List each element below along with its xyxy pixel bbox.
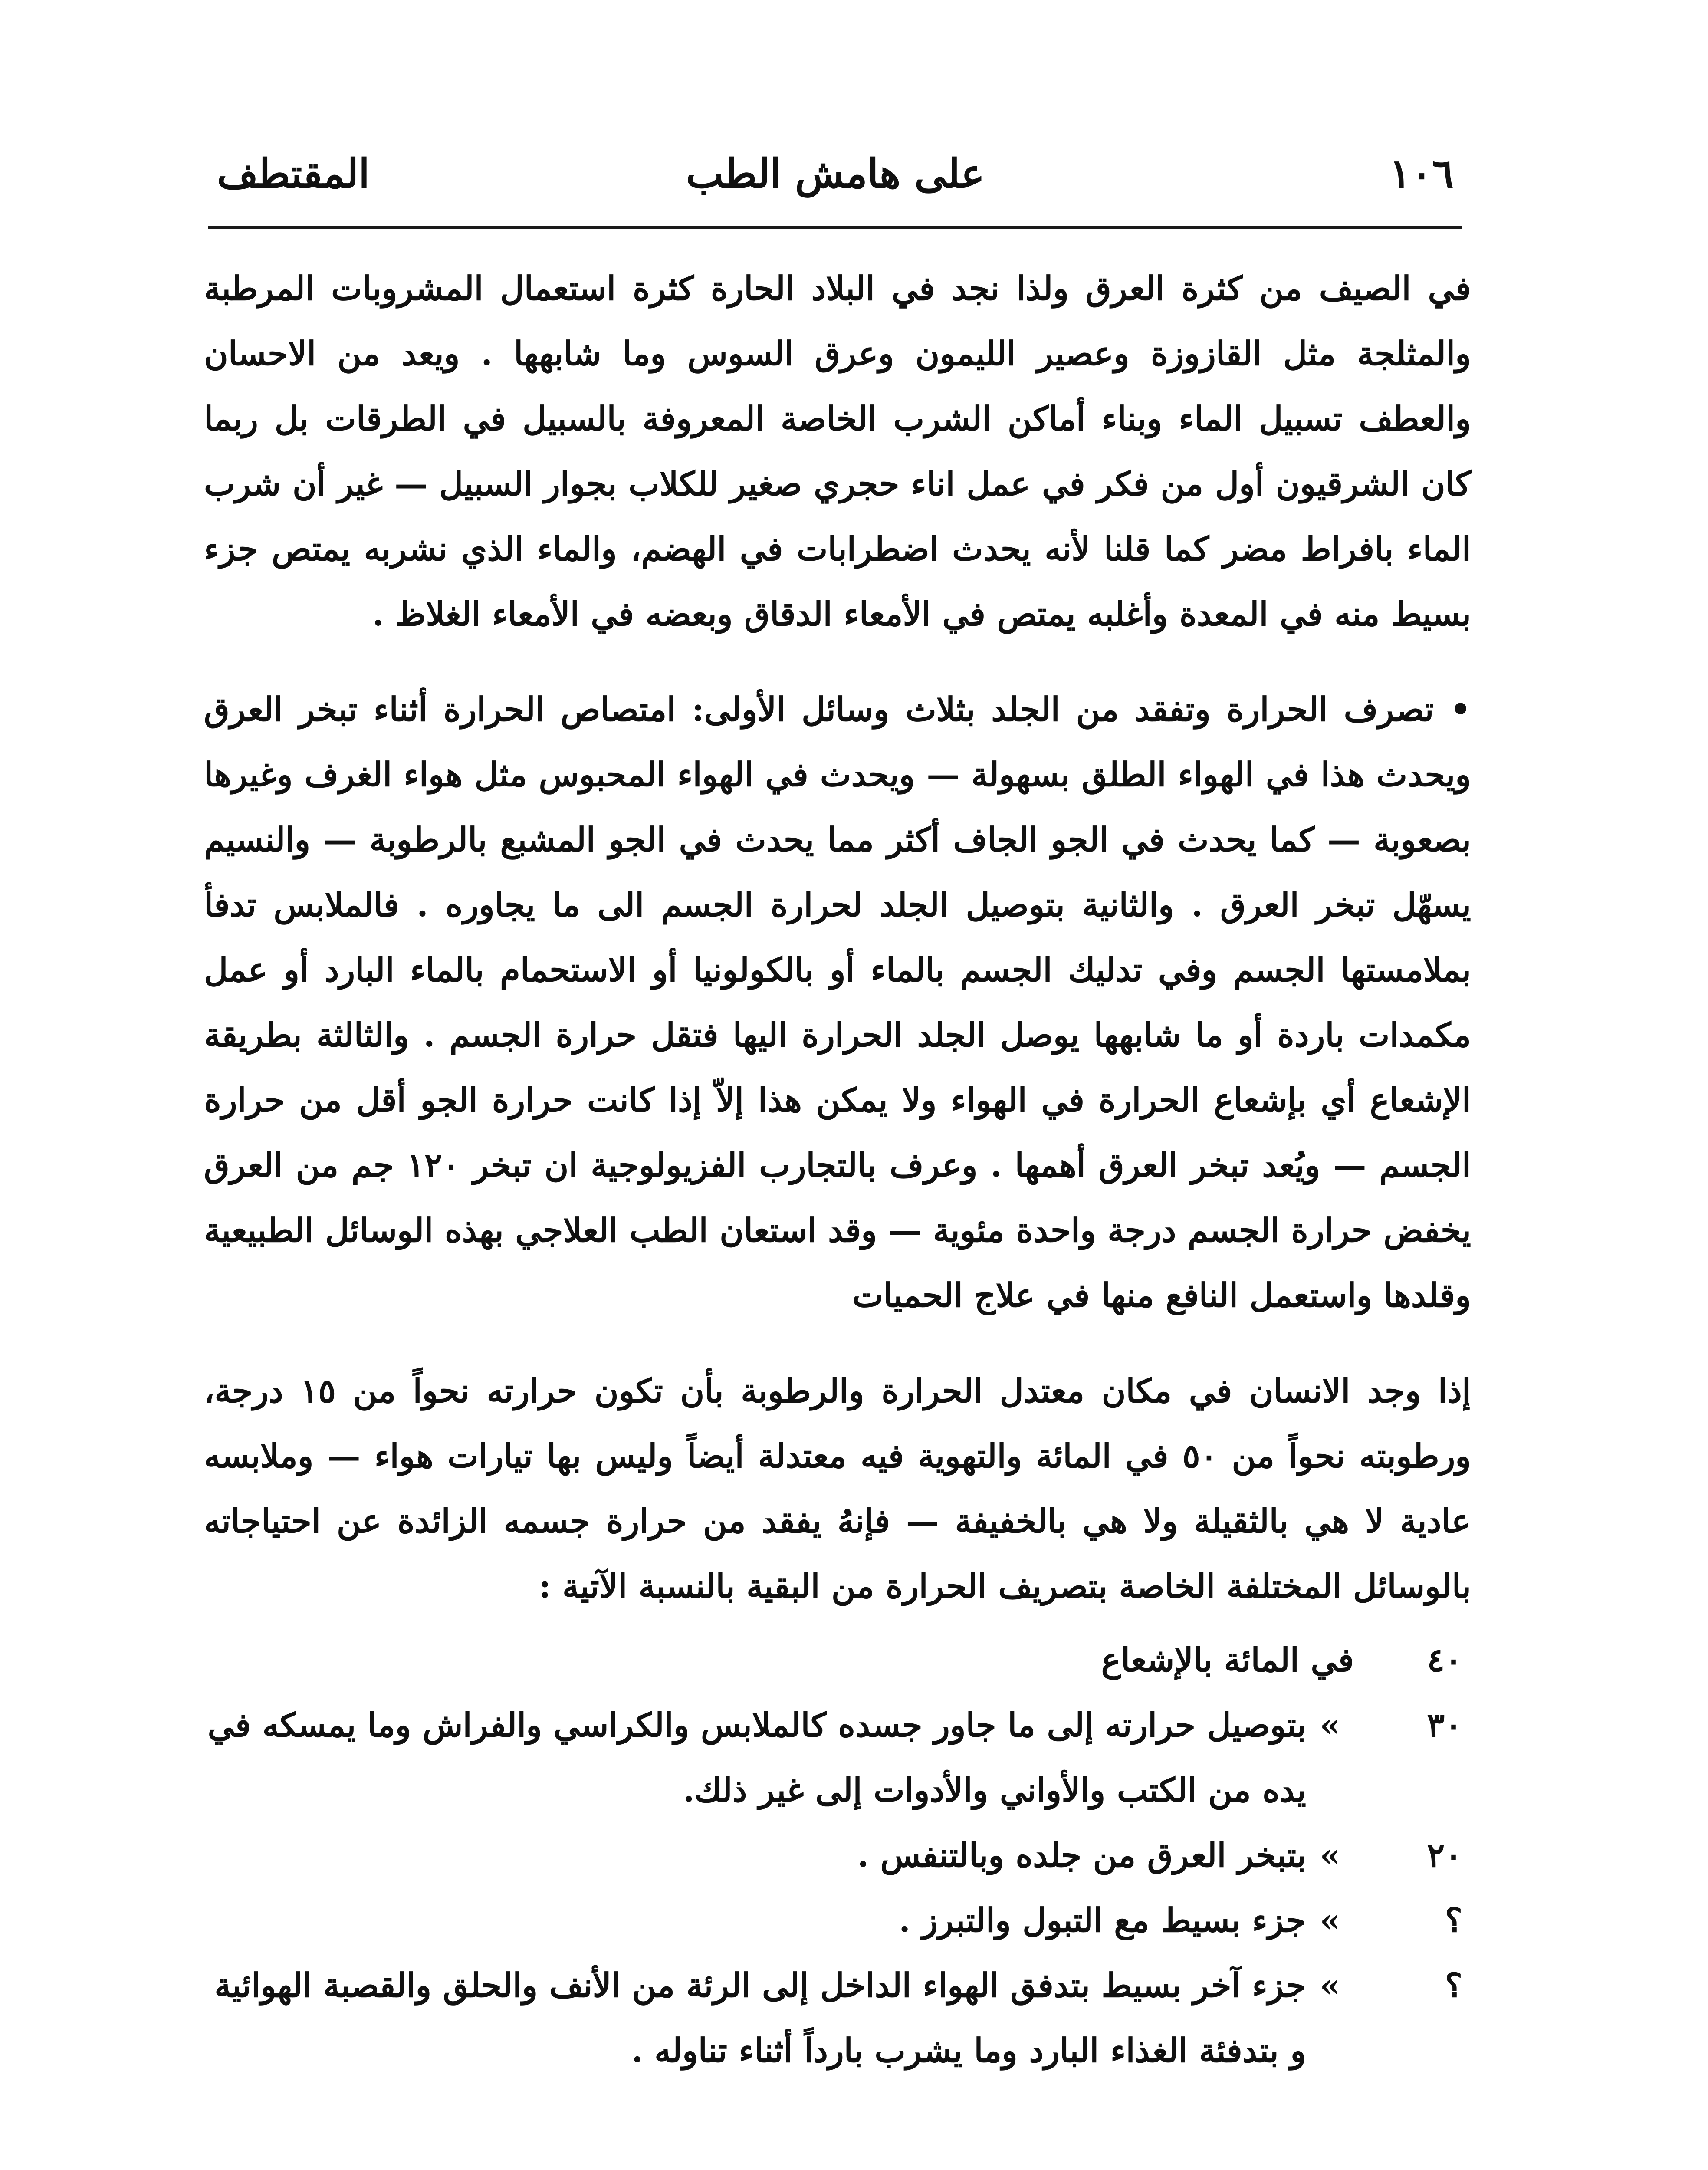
ditto-mark: » xyxy=(1320,1836,1340,1874)
paragraph: • تصرف الحرارة وتفقد من الجلد بثلاث وسائل الأولى: امتصاص الحرارة أثناء تبخر العرق ويحدث هذا في الهواء الطلق بسهولة — ويحدث في الهواء المحبوس مثل هواء الغرف وغيرها بصعوبة — كما يحدث في الجو الجاف أكثر مما يحدث في الجو المشبع بالرطوبة — والنسيم يسهّل تبخر العرق . والثانية بتوصيل الجلد لحرارة الجسم الى ما يجاوره . فالملابس تدفأ بملامستها الجسم وفي تدليك الجسم بالماء أو بالكولونيا أو الاستحمام بالماء البارد أو عمل مكمدات باردة أو ما شابهها يوصل الجلد الحرارة اليها فتقل حرارة الجسم . والثالثة بطريقة الإشعاع أي بإشعاع الحرارة في الهواء ولا يمكن هذا إلاّ إذا كانت حرارة الجو أقل من حرارة الجسم — ويُعد تبخر العرق أهمها . وعرف بالتجارب الفزيولوجية ان تبخر ١٢٠ جم من العرق يخفض حرارة الجسم درجة واحدة مئوية — وقد استعان الطب العلاجي بهذه الوسائل الطبيعية وقلدها واستعمل النافع منها في علاج الحميات xyxy=(204,690,1471,1315)
paragraph: في الصيف من كثرة العرق ولذا نجد في البلاد الحارة كثرة استعمال المشروبات المرطبة والمثلجة مثل القازوزة وعصير الليمون وعرق السوس وما شابهها . ويعد من الاحسان والعطف تسبيل الماء وبناء أماكن الشرب الخاصة المعروفة بالسبيل في الطرقات بل ربما كان الشرقيون أول من فكر في عمل اناء حجري صغير للكلاب بجوار السبيل — غير أن شرب الماء بافراط مضر كما قلنا لأنه يحدث اضطرابات في الهضم، والماء الذي نشربه يمتص جزء بسيط منه في المعدة وأغلبه يمتص في الأمعاء الدقاق وبعضه في الأمعاء الغلاظ . xyxy=(204,269,1471,633)
page-header xyxy=(217,143,1454,204)
list-item-text: جزء آخر بسيط بتدفق الهواء الداخل إلى الرئة من الأنف والحلق والقصبة الهوائية و بتدفئة الغذاء البارد وما يشرب بارداً أثناء تناوله . xyxy=(214,1966,1306,2070)
paragraph: إذا وجد الانسان في مكان معتدل الحرارة والرطوبة بأن تكون حرارته نحواً من ١٥ درجة، ورطوبته نحواً من ٥٠ في المائة والتهوية فيه معتدلة أيضاً وليس بها تيارات هواء — وملابسه عادية لا هي بالثقيلة ولا هي بالخفيفة — فإنهُ يفقد من حرارة جسمه الزائدة عن احتياجاته بالوسائل المختلفة الخاصة بتصريف الحرارة من البقية بالنسبة الآتية : xyxy=(204,1371,1472,1605)
list-item xyxy=(204,1823,1471,1888)
heat-loss-list xyxy=(204,1628,1471,2083)
list-item-number: ٤٠ xyxy=(1427,1641,1462,1679)
list-item xyxy=(204,1888,1471,1953)
list-item-number: ؟ xyxy=(1445,1901,1462,1940)
page-number: ١٠٦ xyxy=(1389,150,1454,197)
running-title: على هامش الطب xyxy=(686,150,985,197)
article-body xyxy=(204,256,1471,2083)
list-item xyxy=(204,1693,1471,1823)
journal-name: المقتطف xyxy=(217,150,370,197)
list-item-text: بتبخر العرق من جلده وبالتنفس . xyxy=(857,1836,1306,1874)
list-item-text: في المائة بالإشعاع xyxy=(1101,1641,1354,1679)
list-item-text: بتوصيل حرارته إلى ما جاور جسده كالملابس والكراسي والفراش وما يمسكه في يده من الكتب والأواني والأدوات إلى غير ذلك. xyxy=(207,1706,1306,1809)
header-rule xyxy=(208,226,1462,229)
list-item xyxy=(204,1953,1471,2083)
ditto-mark: » xyxy=(1320,1966,1340,2005)
list-item xyxy=(204,1628,1471,1693)
list-item-number: ٢٠ xyxy=(1427,1836,1462,1874)
ditto-mark: » xyxy=(1320,1706,1340,1744)
ditto-mark: » xyxy=(1320,1901,1340,1940)
list-item-number: ٣٠ xyxy=(1427,1706,1462,1744)
list-item-number: ؟ xyxy=(1445,1966,1462,2005)
list-item-text: جزء بسيط مع التبول والتبرز . xyxy=(899,1901,1306,1940)
